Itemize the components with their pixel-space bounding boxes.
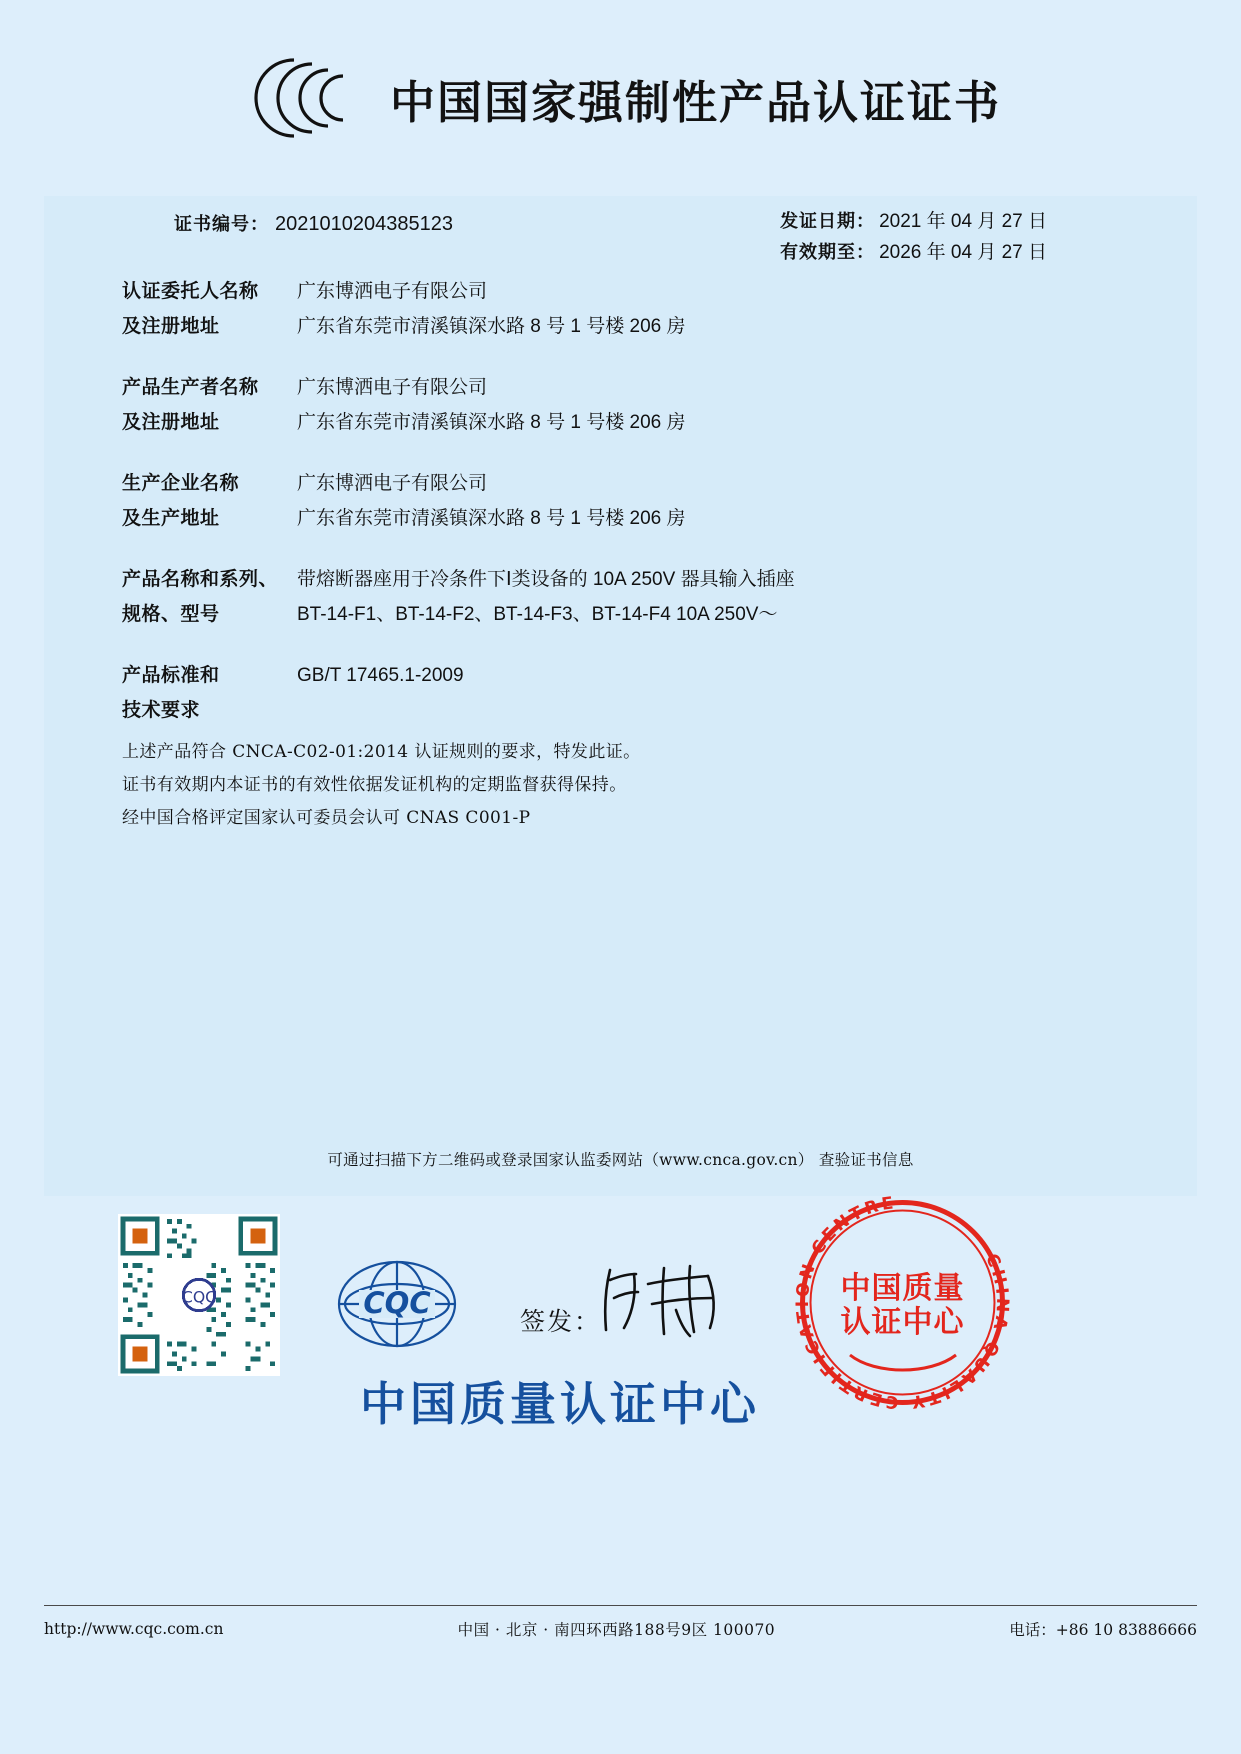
svg-text:认证中心: 认证中心 [840,1305,965,1340]
field-label-line1: 产品名称和系列、 [122,568,279,590]
statement-line-3: 经中国合格评定国家认可委员会认可 CNAS C001-P [122,808,531,828]
field-label-line1: 认证委托人名称 [122,280,259,302]
field-label [122,658,297,728]
statement-line-2: 证书有效期内本证书的有效性依据发证机构的定期监督获得保持。 [122,775,627,795]
footer-address: 中国 · 北京 · 南四环西路188号9区 100070 [457,1621,776,1639]
field-value [297,370,1142,440]
field-value-line1: 广东博洒电子有限公司 [297,377,488,398]
certificate-body-panel [44,196,1197,1196]
valid-until-value: 2026 年 04 月 27 日 [879,242,1047,263]
handwritten-signature-icon [590,1252,750,1347]
field-label-line1: 产品生产者名称 [122,376,259,398]
field-value [297,466,1142,536]
cqc-globe-icon [335,1258,460,1350]
field-label-line2: 及注册地址 [122,315,220,337]
red-round-seal-icon [780,1180,1025,1425]
field-product-name-model [122,562,1142,632]
field-factory [122,466,1142,536]
valid-until-row [780,237,1047,268]
ccc-logo-icon [240,50,364,146]
svg-text:CQC: CQC [181,1287,217,1307]
field-label-line2: 技术要求 [122,699,201,721]
issued-by-label: 签发： [520,1307,602,1336]
field-value-line1: GB/T 17465.1-2009 [297,665,464,686]
certificate-number-label: 证书编号： [174,214,269,235]
certificate-header [0,38,1241,158]
field-label-line2: 及生产地址 [122,507,220,529]
field-value [297,274,1142,344]
field-label-line1: 产品标准和 [122,664,220,686]
svg-text:CHINA QUALITY CERTIFICATION CE: CHINA QUALITY CERTIFICATION CENTRE [792,1193,1013,1413]
field-value [297,658,1142,693]
field-manufacturer [122,370,1142,440]
field-value-line2: 广东省东莞市清溪镇深水路 8 号 1 号楼 206 房 [297,316,686,337]
svg-text:中国质量: 中国质量 [840,1271,965,1306]
field-applicant [122,274,1142,344]
certificate-dates [780,206,1047,268]
field-label [122,466,297,536]
issue-date-row [780,206,1047,237]
page-title: 中国国家强制性产品认证证书 [389,75,1001,129]
field-value-line2: 广东省东莞市清溪镇深水路 8 号 1 号楼 206 房 [297,412,686,433]
issue-date-label: 发证日期： [780,211,876,232]
qr-code-icon[interactable] [118,1214,280,1376]
issuing-organization: 中国质量认证中心 [360,1377,760,1431]
field-value-line1: 带熔断器座用于冷条件下Ⅰ类设备的 10A 250V 器具输入插座 [297,569,795,590]
field-label [122,274,297,344]
field-value-line2: 广东省东莞市清溪镇深水路 8 号 1 号楼 206 房 [297,508,686,529]
field-label [122,370,297,440]
certificate-number [174,210,453,236]
field-label-line2: 及注册地址 [122,411,220,433]
field-value-line1: 广东博洒电子有限公司 [297,281,488,302]
field-standard [122,658,1142,728]
field-value-line1: 广东博洒电子有限公司 [297,473,488,494]
field-value-line2: BT-14-F1、BT-14-F2、BT-14-F3、BT-14-F4 10A 250V～ [297,604,778,625]
certificate-statement [122,736,1122,835]
svg-text:CQC: CQC [363,1286,431,1320]
certificate-fields [122,274,1142,754]
footer-website[interactable]: http://www.cqc.com.cn [44,1620,224,1638]
footer-phone: 电话：+86 10 83886666 [1009,1621,1197,1639]
valid-until-label: 有效期至： [780,242,876,263]
certificate-number-value: 2021010204385123 [275,213,453,235]
footer-divider [44,1605,1197,1606]
field-label-line1: 生产企业名称 [122,472,240,494]
certificate-bottom [0,1193,1241,1536]
issue-date-value: 2021 年 04 月 27 日 [879,211,1047,232]
field-label-line2: 规格、型号 [122,603,220,625]
field-value [297,562,1142,632]
page-footer [44,1618,1197,1640]
verification-note: 可通过扫描下方二维码或登录国家认监委网站（www.cnca.gov.cn） 查验证书信息 [327,1151,914,1169]
field-label [122,562,297,632]
statement-line-1: 上述产品符合 CNCA-C02-01:2014 认证规则的要求，特发此证。 [122,742,641,762]
